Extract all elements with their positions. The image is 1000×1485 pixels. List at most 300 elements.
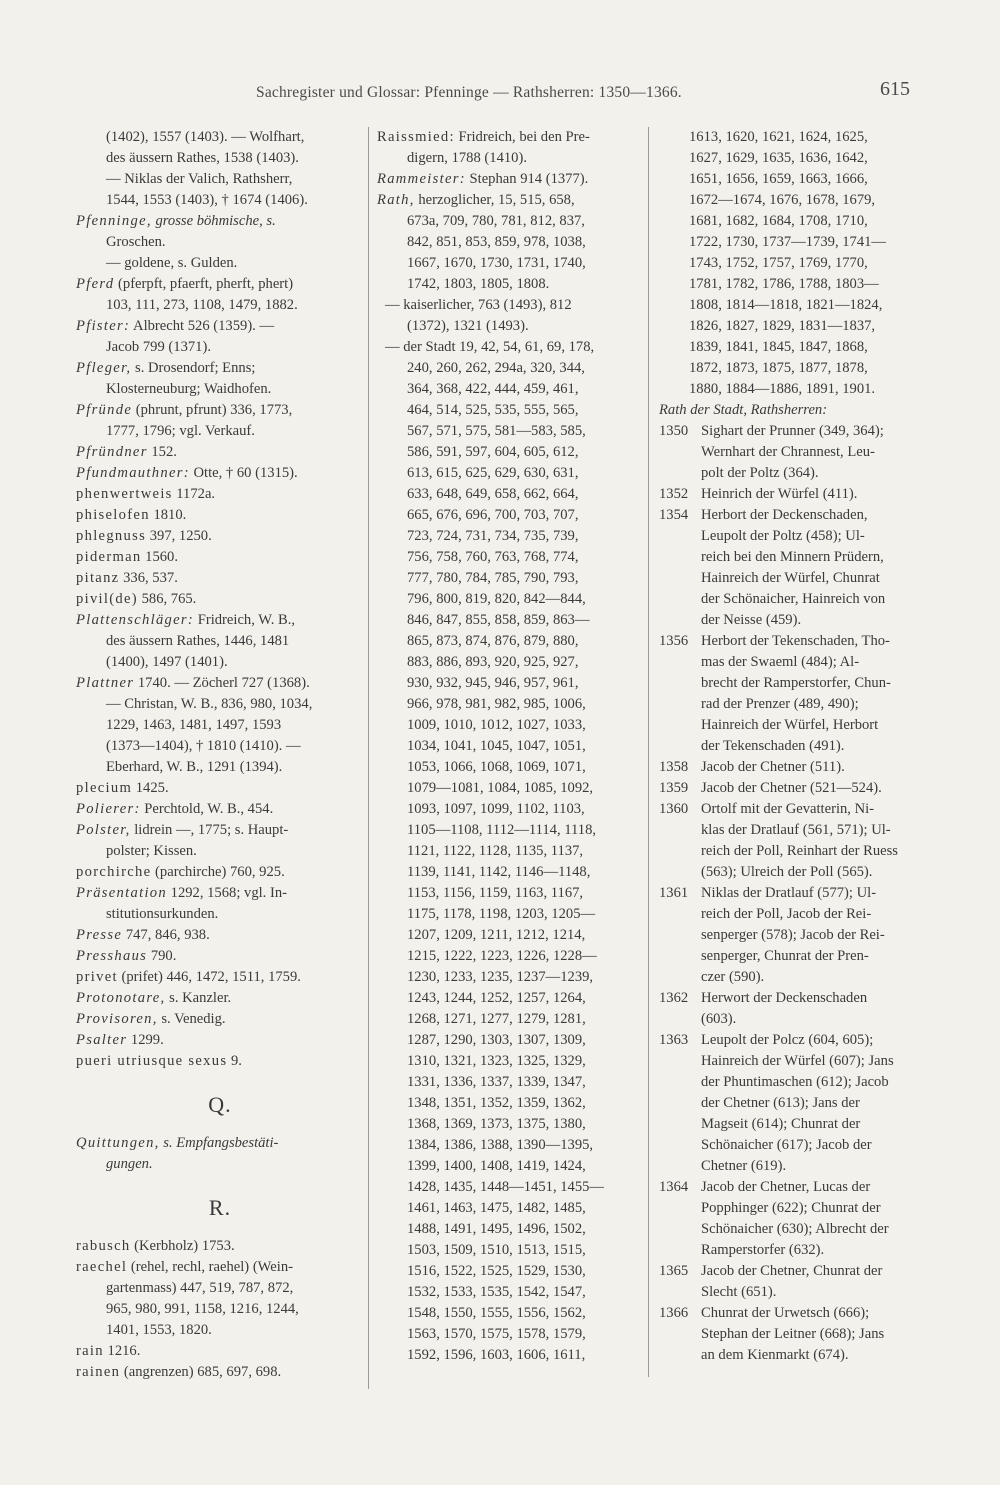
year-entry <box>659 1261 951 1303</box>
index-text: 1053, 1066, 1068, 1069, 1071, <box>407 759 586 775</box>
index-text: Fridreich, W. B., <box>194 612 296 628</box>
index-text: s. Venedig. <box>157 1011 226 1027</box>
index-line <box>76 946 364 967</box>
index-headword: Pferd <box>76 276 115 292</box>
index-headword: Provisoren, <box>76 1011 158 1027</box>
index-text: 1207, 1209, 1211, 1212, 1214, <box>407 927 586 943</box>
index-text: 1548, 1550, 1555, 1556, 1562, <box>407 1305 586 1321</box>
year-label: 1366 <box>659 1305 689 1321</box>
index-line: mas der Swaeml (484); Al- <box>701 654 860 670</box>
index-text: 1093, 1097, 1099, 1102, 1103, <box>407 801 585 817</box>
index-text: 796, 800, 819, 820, 842—844, <box>407 591 586 607</box>
index-line: 1839, 1841, 1845, 1847, 1868, <box>689 339 868 355</box>
index-line <box>377 1114 649 1135</box>
index-line <box>377 778 649 799</box>
index-line: 1613, 1620, 1621, 1624, 1625, <box>689 129 868 145</box>
index-line: klas der Dratlauf (561, 571); Ul- <box>701 822 891 838</box>
index-headword: phiselofen <box>76 507 150 523</box>
index-line <box>377 1261 649 1282</box>
year-body <box>701 1261 951 1303</box>
index-line: der Neisse (459). <box>701 612 802 628</box>
index-text: 1034, 1041, 1045, 1047, 1051, <box>407 738 586 754</box>
index-line: Herbort der Tekenschaden, Tho- <box>701 633 890 649</box>
index-line <box>377 127 649 148</box>
index-line <box>76 694 364 715</box>
index-text: 1292, 1568; vgl. In- <box>167 885 287 901</box>
index-text: — kaiserlicher, 763 (1493), 812 <box>385 297 572 313</box>
index-text: 1532, 1533, 1535, 1542, 1547, <box>407 1284 586 1300</box>
index-line <box>377 967 649 988</box>
index-text: 1488, 1491, 1495, 1496, 1502, <box>407 1221 586 1237</box>
index-text: 1268, 1271, 1277, 1279, 1281, <box>407 1011 586 1027</box>
index-text: (pferpft, pfaerft, pherft, phert) <box>114 276 294 292</box>
index-line <box>377 358 649 379</box>
index-line: Jacob der Chetner (511). <box>701 759 845 775</box>
index-text: lidrein —, 1775; s. Haupt- <box>130 822 289 838</box>
index-text: 1592, 1596, 1603, 1606, 1611, <box>407 1347 586 1363</box>
index-text: 1348, 1351, 1352, 1359, 1362, <box>407 1095 586 1111</box>
index-line <box>76 631 364 652</box>
index-text: s. Drosendorf; Enns; <box>131 360 256 376</box>
index-line <box>76 862 364 883</box>
index-text: polster; Kissen. <box>106 843 197 859</box>
index-line <box>76 736 364 757</box>
year-entry <box>659 421 951 484</box>
index-line <box>377 694 649 715</box>
index-text: stitutionsurkunden. <box>106 906 219 922</box>
index-line <box>377 379 649 400</box>
index-text: Groschen. <box>106 234 166 250</box>
index-line: Heinrich der Würfel (411). <box>701 486 858 502</box>
year-body <box>701 988 951 1030</box>
index-headword: Presshaus <box>76 948 148 964</box>
index-line <box>377 1303 649 1324</box>
index-line <box>377 148 649 169</box>
index-line <box>377 484 649 505</box>
index-text: Stephan 914 (1377). <box>465 171 589 187</box>
index-line <box>377 652 649 673</box>
index-text: 1810. <box>149 507 187 523</box>
index-text: 586, 765. <box>137 591 197 607</box>
index-line <box>76 337 364 358</box>
index-line: Chetner (619). <box>701 1158 787 1174</box>
index-text: Fridreich, bei den Pre- <box>454 129 590 145</box>
index-text: Klosterneuburg; Waidhofen. <box>106 381 272 397</box>
index-line: an dem Kienmarkt (674). <box>701 1347 849 1363</box>
index-line <box>76 169 364 190</box>
year-body <box>701 883 951 988</box>
index-line <box>377 862 649 883</box>
index-text: 1368, 1369, 1373, 1375, 1380, <box>407 1116 586 1132</box>
index-text: — goldene, s. Gulden. <box>106 255 238 271</box>
index-line <box>76 925 364 946</box>
index-line: der Chetner (613); Jans der <box>701 1095 860 1111</box>
index-line: 1651, 1656, 1659, 1663, 1666, <box>689 171 868 187</box>
index-line: 1681, 1682, 1684, 1708, 1710, <box>689 213 868 229</box>
index-text: grosse böhmische, s. <box>151 213 276 229</box>
index-line <box>76 1051 364 1072</box>
index-text: gartenmass) 447, 519, 787, 872, <box>106 1280 294 1296</box>
index-line <box>377 547 649 568</box>
index-line <box>76 1257 364 1278</box>
index-text: des äussern Rathes, 1446, 1481 <box>106 633 290 649</box>
index-line: (603). <box>701 1011 737 1027</box>
index-text: Otte, † 60 (1315). <box>189 465 298 481</box>
index-headword: Presse <box>76 927 123 943</box>
index-line: Schönaicher (630); Albrecht der <box>701 1221 889 1237</box>
index-line <box>76 1320 364 1341</box>
index-line <box>377 1072 649 1093</box>
index-line: Jacob der Chetner, Chunrat der <box>701 1263 883 1279</box>
year-entry <box>659 631 951 757</box>
index-line <box>377 463 649 484</box>
index-text: 1243, 1244, 1252, 1257, 1264, <box>407 990 586 1006</box>
index-line <box>377 526 649 547</box>
index-text: 673a, 709, 780, 781, 812, 837, <box>407 213 585 229</box>
year-entry <box>659 883 951 988</box>
index-line: 1808, 1814—1818, 1821—1824, <box>689 297 883 313</box>
index-line: 1826, 1827, 1829, 1831—1837, <box>689 318 876 334</box>
index-line <box>377 610 649 631</box>
index-text: des äussern Rathes, 1538 (1403). <box>106 150 299 166</box>
year-body <box>701 484 951 505</box>
year-label: 1350 <box>659 423 689 439</box>
index-headword: Raissmied: <box>377 129 455 145</box>
index-headword: Pfenninge, <box>76 213 152 229</box>
year-body <box>701 505 951 631</box>
index-line <box>377 421 649 442</box>
index-line <box>76 379 364 400</box>
index-text: (rehel, rechl, raehel) (Wein- <box>127 1259 293 1275</box>
index-text: herzoglicher, 15, 515, 658, <box>414 192 575 208</box>
index-text: 1079—1081, 1084, 1085, 1092, <box>407 780 594 796</box>
index-line <box>76 400 364 421</box>
index-line: 1672—1674, 1676, 1678, 1679, <box>689 192 876 208</box>
index-headword: raechel <box>76 1259 128 1275</box>
index-text: 1175, 1178, 1198, 1203, 1205— <box>407 906 596 922</box>
index-line <box>377 1345 649 1366</box>
index-line <box>377 1051 649 1072</box>
index-text: Perchtold, W. B., 454. <box>140 801 274 817</box>
index-line <box>76 484 364 505</box>
index-text: digern, 1788 (1410). <box>407 150 527 166</box>
index-line <box>76 652 364 673</box>
index-line <box>76 988 364 1009</box>
index-line <box>76 673 364 694</box>
index-line: 1872, 1873, 1875, 1877, 1878, <box>689 360 868 376</box>
year-body <box>701 799 951 883</box>
index-line: der Schönaicher, Hainreich von <box>701 591 886 607</box>
index-line <box>76 1154 364 1175</box>
index-line: brecht der Ramperstorfer, Chun- <box>701 675 891 691</box>
index-line: der Tekenschaden (491). <box>701 738 845 754</box>
index-line: rad der Prenzer (489, 490); <box>701 696 859 712</box>
index-line <box>76 316 364 337</box>
index-line <box>377 631 649 652</box>
index-line <box>377 1198 649 1219</box>
index-line <box>377 568 649 589</box>
year-entry <box>659 505 951 631</box>
column-1 <box>76 127 364 1383</box>
index-line: 1781, 1782, 1786, 1788, 1803— <box>689 276 879 292</box>
index-line <box>377 736 649 757</box>
index-text: Jacob 799 (1371). <box>106 339 211 355</box>
running-title: Sachregister und Glossar: Pfenninge — Rathsherren: 1350—1366. <box>256 84 682 101</box>
index-line <box>377 1093 649 1114</box>
index-line <box>377 883 649 904</box>
index-text: — der Stadt 19, 42, 54, 61, 69, 178, <box>385 339 595 355</box>
index-text: (parchirche) 760, 925. <box>151 864 285 880</box>
index-line <box>76 1133 364 1154</box>
index-text: 1153, 1156, 1159, 1163, 1167, <box>407 885 584 901</box>
index-line <box>76 127 364 148</box>
year-entry <box>659 757 951 778</box>
index-line <box>76 547 364 568</box>
index-line: Chunrat der Urwetsch (666); <box>701 1305 870 1321</box>
index-line <box>377 253 649 274</box>
index-line: Hainreich der Würfel, Chunrat <box>701 570 880 586</box>
index-text: 1503, 1509, 1510, 1513, 1515, <box>407 1242 586 1258</box>
section-heading: Rath der Stadt, Rathsherren: <box>659 402 828 418</box>
index-line: (563); Ulreich der Poll (565). <box>701 864 873 880</box>
index-line: Stephan der Leitner (668); Jans <box>701 1326 885 1342</box>
index-text: 1121, 1122, 1128, 1135, 1137, <box>407 843 584 859</box>
index-text: 1172a. <box>172 486 216 502</box>
index-text: 747, 846, 938. <box>122 927 210 943</box>
index-text: (1400), 1497 (1401). <box>106 654 228 670</box>
index-headword: rabusch <box>76 1238 131 1254</box>
index-line <box>377 799 649 820</box>
index-line <box>76 1299 364 1320</box>
year-body <box>701 757 951 778</box>
index-line <box>76 1009 364 1030</box>
index-line: reich der Poll, Jacob der Rei- <box>701 906 872 922</box>
year-body <box>701 421 951 484</box>
index-line <box>377 1135 649 1156</box>
index-line <box>377 1009 649 1030</box>
index-text: 1560. <box>141 549 178 565</box>
index-line: Herbort der Deckenschaden, <box>701 507 868 523</box>
index-headword: phlegnuss <box>76 528 147 544</box>
index-line <box>76 148 364 169</box>
index-line <box>76 505 364 526</box>
index-text: 1384, 1386, 1388, 1390—1395, <box>407 1137 594 1153</box>
index-line <box>377 1324 649 1345</box>
index-line <box>76 1278 364 1299</box>
year-entry <box>659 484 951 505</box>
index-headword: Protonotare, <box>76 990 166 1006</box>
index-line <box>377 316 649 337</box>
index-line <box>76 967 364 988</box>
index-line: Popphinger (622); Chunrat der <box>701 1200 881 1216</box>
index-text: 1310, 1321, 1323, 1325, 1329, <box>407 1053 586 1069</box>
index-line <box>76 190 364 211</box>
column-3 <box>648 127 951 1377</box>
index-text: 965, 980, 991, 1158, 1216, 1244, <box>106 1301 299 1317</box>
index-line: senperger (578); Jacob der Rei- <box>701 927 885 943</box>
index-line <box>76 232 364 253</box>
index-headword: plecium <box>76 780 133 796</box>
year-body <box>701 1303 951 1366</box>
index-line <box>76 1030 364 1051</box>
index-text: 1563, 1570, 1575, 1578, 1579, <box>407 1326 586 1342</box>
year-entry <box>659 1303 951 1366</box>
index-text: 846, 847, 855, 858, 859, 863— <box>407 612 590 628</box>
year-label: 1361 <box>659 885 689 901</box>
index-text: 865, 873, 874, 876, 879, 880, <box>407 633 579 649</box>
year-label: 1362 <box>659 990 689 1006</box>
index-text: 1742, 1803, 1805, 1808. <box>407 276 550 292</box>
index-line <box>377 442 649 463</box>
index-text: 1461, 1463, 1475, 1482, 1485, <box>407 1200 586 1216</box>
index-text: 723, 724, 731, 734, 735, 739, <box>407 528 579 544</box>
index-line: Magseit (614); Chunrat der <box>701 1116 861 1132</box>
index-line <box>377 1030 649 1051</box>
index-line: Herwort der Deckenschaden <box>701 990 868 1006</box>
index-text: 930, 932, 945, 946, 957, 961, <box>407 675 579 691</box>
index-headword: rain <box>76 1343 104 1359</box>
index-text: 1777, 1796; vgl. Verkauf. <box>106 423 255 439</box>
index-text: 883, 886, 893, 920, 925, 927, <box>407 654 579 670</box>
index-line <box>76 820 364 841</box>
index-headword: Präsentation <box>76 885 167 901</box>
year-body <box>701 778 951 799</box>
index-line: der Phuntimaschen (612); Jacob <box>701 1074 889 1090</box>
index-text: 1009, 1010, 1012, 1027, 1033, <box>407 717 586 733</box>
index-text: 1215, 1222, 1223, 1226, 1228— <box>407 948 597 964</box>
page-header <box>0 78 1000 110</box>
index-text: 586, 591, 597, 604, 605, 612, <box>407 444 579 460</box>
index-headword: Pfister: <box>76 318 131 334</box>
index-line <box>377 505 649 526</box>
year-label: 1364 <box>659 1179 689 1195</box>
year-body <box>701 1030 951 1177</box>
index-text: 240, 260, 262, 294a, 320, 344, <box>407 360 585 376</box>
index-line <box>76 568 364 589</box>
index-headword: pueri utriusque sexus <box>76 1053 228 1069</box>
index-headword: porchirche <box>76 864 152 880</box>
index-line <box>377 904 649 925</box>
index-line: polt der Poltz (364). <box>701 465 819 481</box>
index-text: 777, 780, 784, 785, 790, 793, <box>407 570 579 586</box>
page-number: 615 <box>880 78 910 100</box>
index-text: 633, 648, 649, 658, 662, 664, <box>407 486 579 502</box>
index-text: 152. <box>147 444 177 460</box>
index-headword: piderman <box>76 549 142 565</box>
column-2 <box>368 127 649 1389</box>
index-headword: Quittungen, <box>76 1135 160 1151</box>
index-text: 1287, 1290, 1303, 1307, 1309, <box>407 1032 586 1048</box>
index-text: 397, 1250. <box>146 528 212 544</box>
index-text: 613, 615, 625, 629, 630, 631, <box>407 465 579 481</box>
index-line <box>76 883 364 904</box>
index-line <box>377 589 649 610</box>
index-line <box>76 1362 364 1383</box>
index-headword: Rammeister: <box>377 171 466 187</box>
index-text: 756, 758, 760, 763, 768, 774, <box>407 549 579 565</box>
index-line <box>76 211 364 232</box>
index-headword: Psalter <box>76 1032 128 1048</box>
index-line <box>377 715 649 736</box>
index-text: Eberhard, W. B., 1291 (1394). <box>106 759 283 775</box>
index-text: — Christan, W. B., 836, 980, 1034, <box>106 696 313 712</box>
index-text: 1428, 1435, 1448—1451, 1455— <box>407 1179 605 1195</box>
index-text: (angrenzen) 685, 697, 698. <box>120 1364 282 1380</box>
index-line <box>76 1341 364 1362</box>
index-line: Hainreich der Würfel (607); Jans <box>701 1053 894 1069</box>
index-line <box>377 1219 649 1240</box>
index-text: 464, 514, 525, 535, 555, 565, <box>407 402 579 418</box>
index-line <box>377 211 649 232</box>
index-text: 1401, 1553, 1820. <box>106 1322 212 1338</box>
index-line <box>377 1156 649 1177</box>
index-text: (prifet) 446, 1472, 1511, 1759. <box>117 969 301 985</box>
index-text: 1516, 1522, 1525, 1529, 1530, <box>407 1263 586 1279</box>
index-text: 336, 537. <box>119 570 178 586</box>
index-text: (phrunt, pfrunt) 336, 1773, <box>132 402 293 418</box>
index-headword: Pfründner <box>76 444 148 460</box>
index-line <box>76 841 364 862</box>
year-entry <box>659 778 951 799</box>
index-headword: pitanz <box>76 570 120 586</box>
section-letter: R. <box>208 1195 232 1220</box>
index-line <box>76 358 364 379</box>
index-line <box>76 421 364 442</box>
index-text: — Niklas der Valich, Rathsherr, <box>106 171 293 187</box>
index-line: Jacob der Chetner, Lucas der <box>701 1179 871 1195</box>
index-line <box>76 253 364 274</box>
index-line <box>377 1177 649 1198</box>
index-text: 567, 571, 575, 581—583, 585, <box>407 423 586 439</box>
index-line: 1627, 1629, 1635, 1636, 1642, <box>689 150 868 166</box>
index-text: (1372), 1321 (1493). <box>407 318 529 334</box>
index-line <box>76 610 364 631</box>
year-label: 1363 <box>659 1032 689 1048</box>
year-body <box>701 1177 951 1261</box>
index-headword: privet <box>76 969 118 985</box>
index-line: 1880, 1884—1886, 1891, 1901. <box>689 381 876 397</box>
year-body <box>701 631 951 757</box>
index-line <box>377 190 649 211</box>
index-text: (Kerbholz) 1753. <box>130 1238 235 1254</box>
index-text: 103, 111, 273, 1108, 1479, 1882. <box>106 297 298 313</box>
index-text: 1216. <box>103 1343 141 1359</box>
index-text: 1230, 1233, 1235, 1237—1239, <box>407 969 594 985</box>
index-line <box>377 673 649 694</box>
index-headword: Plattner <box>76 675 135 691</box>
index-line: Leupolt der Polcz (604, 605); <box>701 1032 874 1048</box>
index-line <box>377 925 649 946</box>
year-label: 1359 <box>659 780 689 796</box>
year-label: 1354 <box>659 507 689 523</box>
index-line <box>377 988 649 1009</box>
index-line <box>76 715 364 736</box>
index-text: 966, 978, 981, 982, 985, 1006, <box>407 696 586 712</box>
index-text: (1373—1404), † 1810 (1410). — <box>106 738 301 754</box>
index-text: 1229, 1463, 1481, 1497, 1593 <box>106 717 282 733</box>
index-text: 9. <box>227 1053 242 1069</box>
index-line <box>377 274 649 295</box>
year-entry <box>659 1030 951 1177</box>
index-line <box>377 232 649 253</box>
index-line <box>76 799 364 820</box>
index-line: Leupolt der Poltz (458); Ul- <box>701 528 865 544</box>
index-headword: Plattenschläger: <box>76 612 195 628</box>
index-text: 1105—1108, 1112—1114, 1118, <box>407 822 597 838</box>
index-line <box>76 1236 364 1257</box>
year-label: 1358 <box>659 759 689 775</box>
index-text: 1331, 1336, 1337, 1339, 1347, <box>407 1074 586 1090</box>
